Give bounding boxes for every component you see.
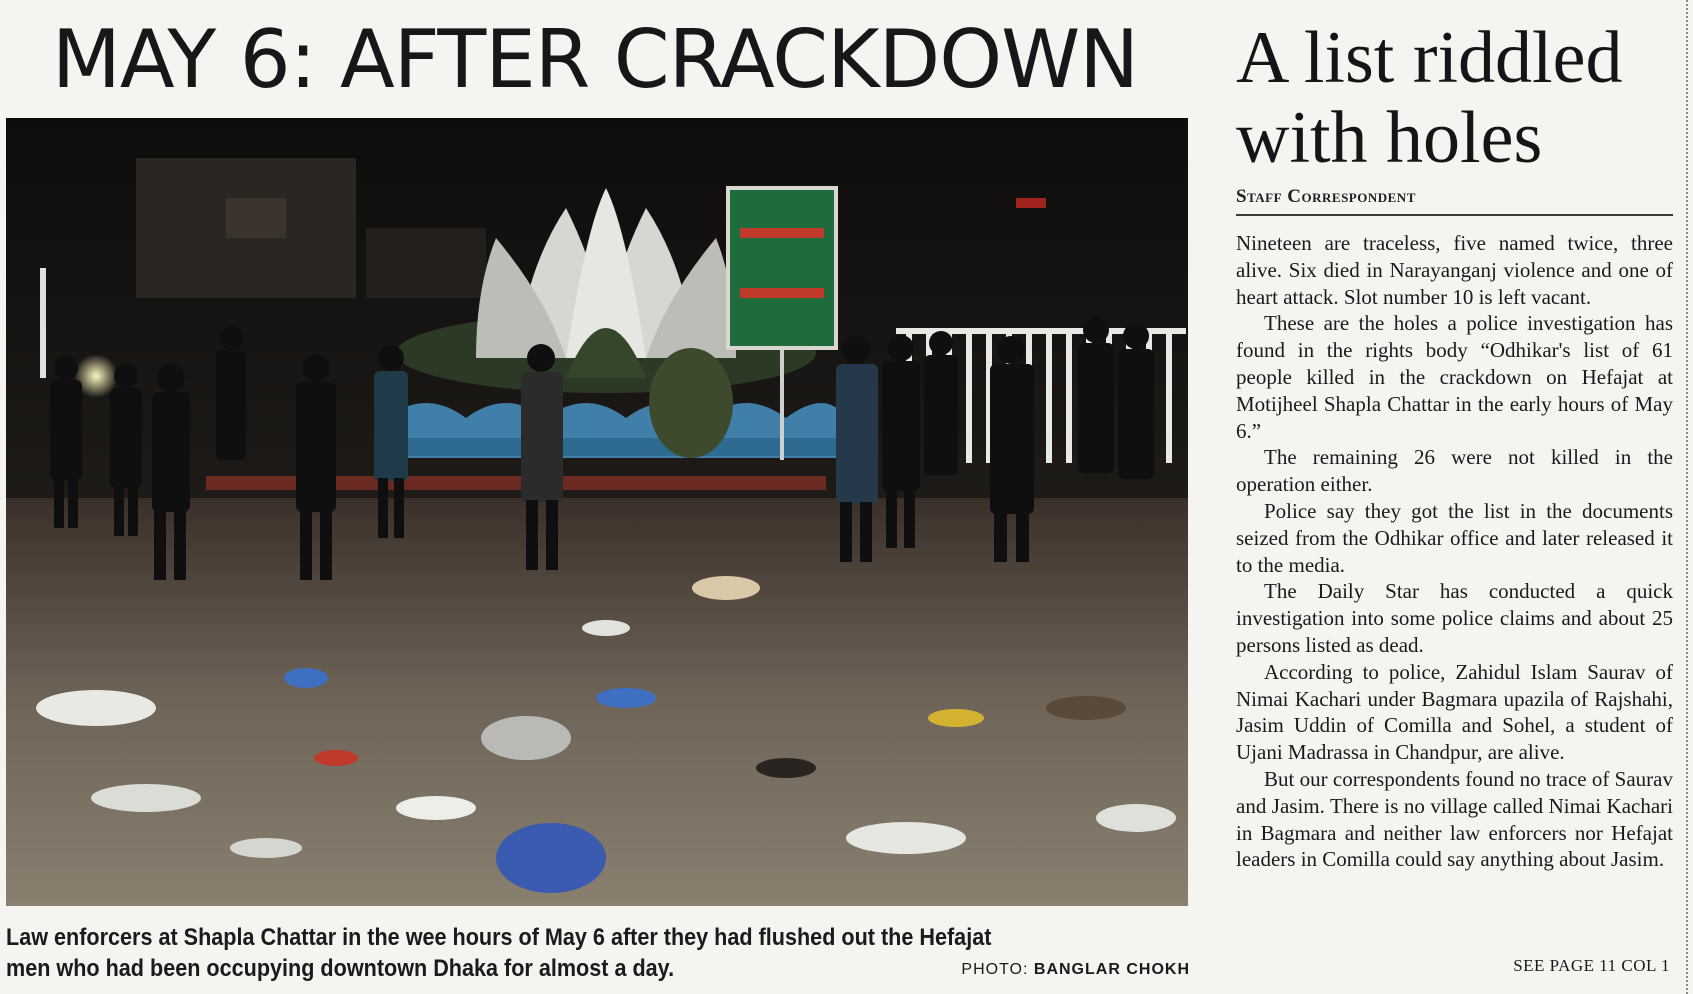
byline: Staff Correspondent: [1236, 186, 1673, 216]
photo-credit: [961, 960, 1190, 980]
photo-caption: Law enforcers at Shapla Chattar in the wee hours of May 6 after they had flushed out the Hefajat men who had been occupying downtown Dhaka for almost a day.: [6, 924, 992, 982]
main-headline: MAY 6: AFTER CRACKDOWN: [51, 13, 1139, 106]
paragraph-7: But our correspondents found no trace of Saurav and Jasim. There is no village called Nimai Kachari in Bagmara and neither law enforcers nor Hefajat leaders in Comilla could say anything about Jasim.: [1236, 766, 1673, 872]
paragraph-1: Nineteen are traceless, five named twice, three alive. Six died in Narayanganj violence and one of heart attack. Slot number 10 is left vacant.: [1236, 231, 1673, 309]
paragraph-6: According to police, Zahidul Islam Saurav of Nimai Kachari under Bagmara upazila of Rajshahi, Jasim Uddin of Comilla and Sohel, a student of Ujani Madrassa in Chandpur, are alive.: [1236, 659, 1673, 765]
story-headline: [1236, 18, 1676, 178]
paragraph-4: Police say they got the list in the documents seized from the Odhikar office and later released it to the media.: [1236, 498, 1673, 577]
continuation-note: SEE PAGE 11 COL 1: [1513, 956, 1670, 975]
paragraph-3: The remaining 26 were not killed in the operation either.: [1236, 445, 1673, 497]
photo-credit-prefix: PHOTO:: [961, 961, 1029, 978]
story-headline-line1: A list riddled: [1236, 17, 1623, 99]
story-headline-line2: with holes: [1236, 97, 1543, 179]
photo-credit-name: BANGLAR CHOKH: [1033, 961, 1190, 978]
news-photo: [6, 118, 1188, 906]
distant-light: [1016, 198, 1046, 208]
shrub: [649, 348, 733, 458]
article-body: [1236, 230, 1673, 873]
photo-illustration: [6, 118, 1188, 906]
right-column-story: [1236, 0, 1676, 994]
paragraph-2: These are the holes a police investigation has found in the rights body “Odhikar's list of 61 people killed in the crackdown on Hefajat at Motijheel Shapla Chattar in the early hours of May 6.”: [1236, 311, 1673, 443]
paragraph-5: The Daily Star has conducted a quick investigation into some police claims and about 25 persons listed as dead.: [1236, 579, 1673, 657]
column-dotted-rule: [1686, 0, 1688, 994]
